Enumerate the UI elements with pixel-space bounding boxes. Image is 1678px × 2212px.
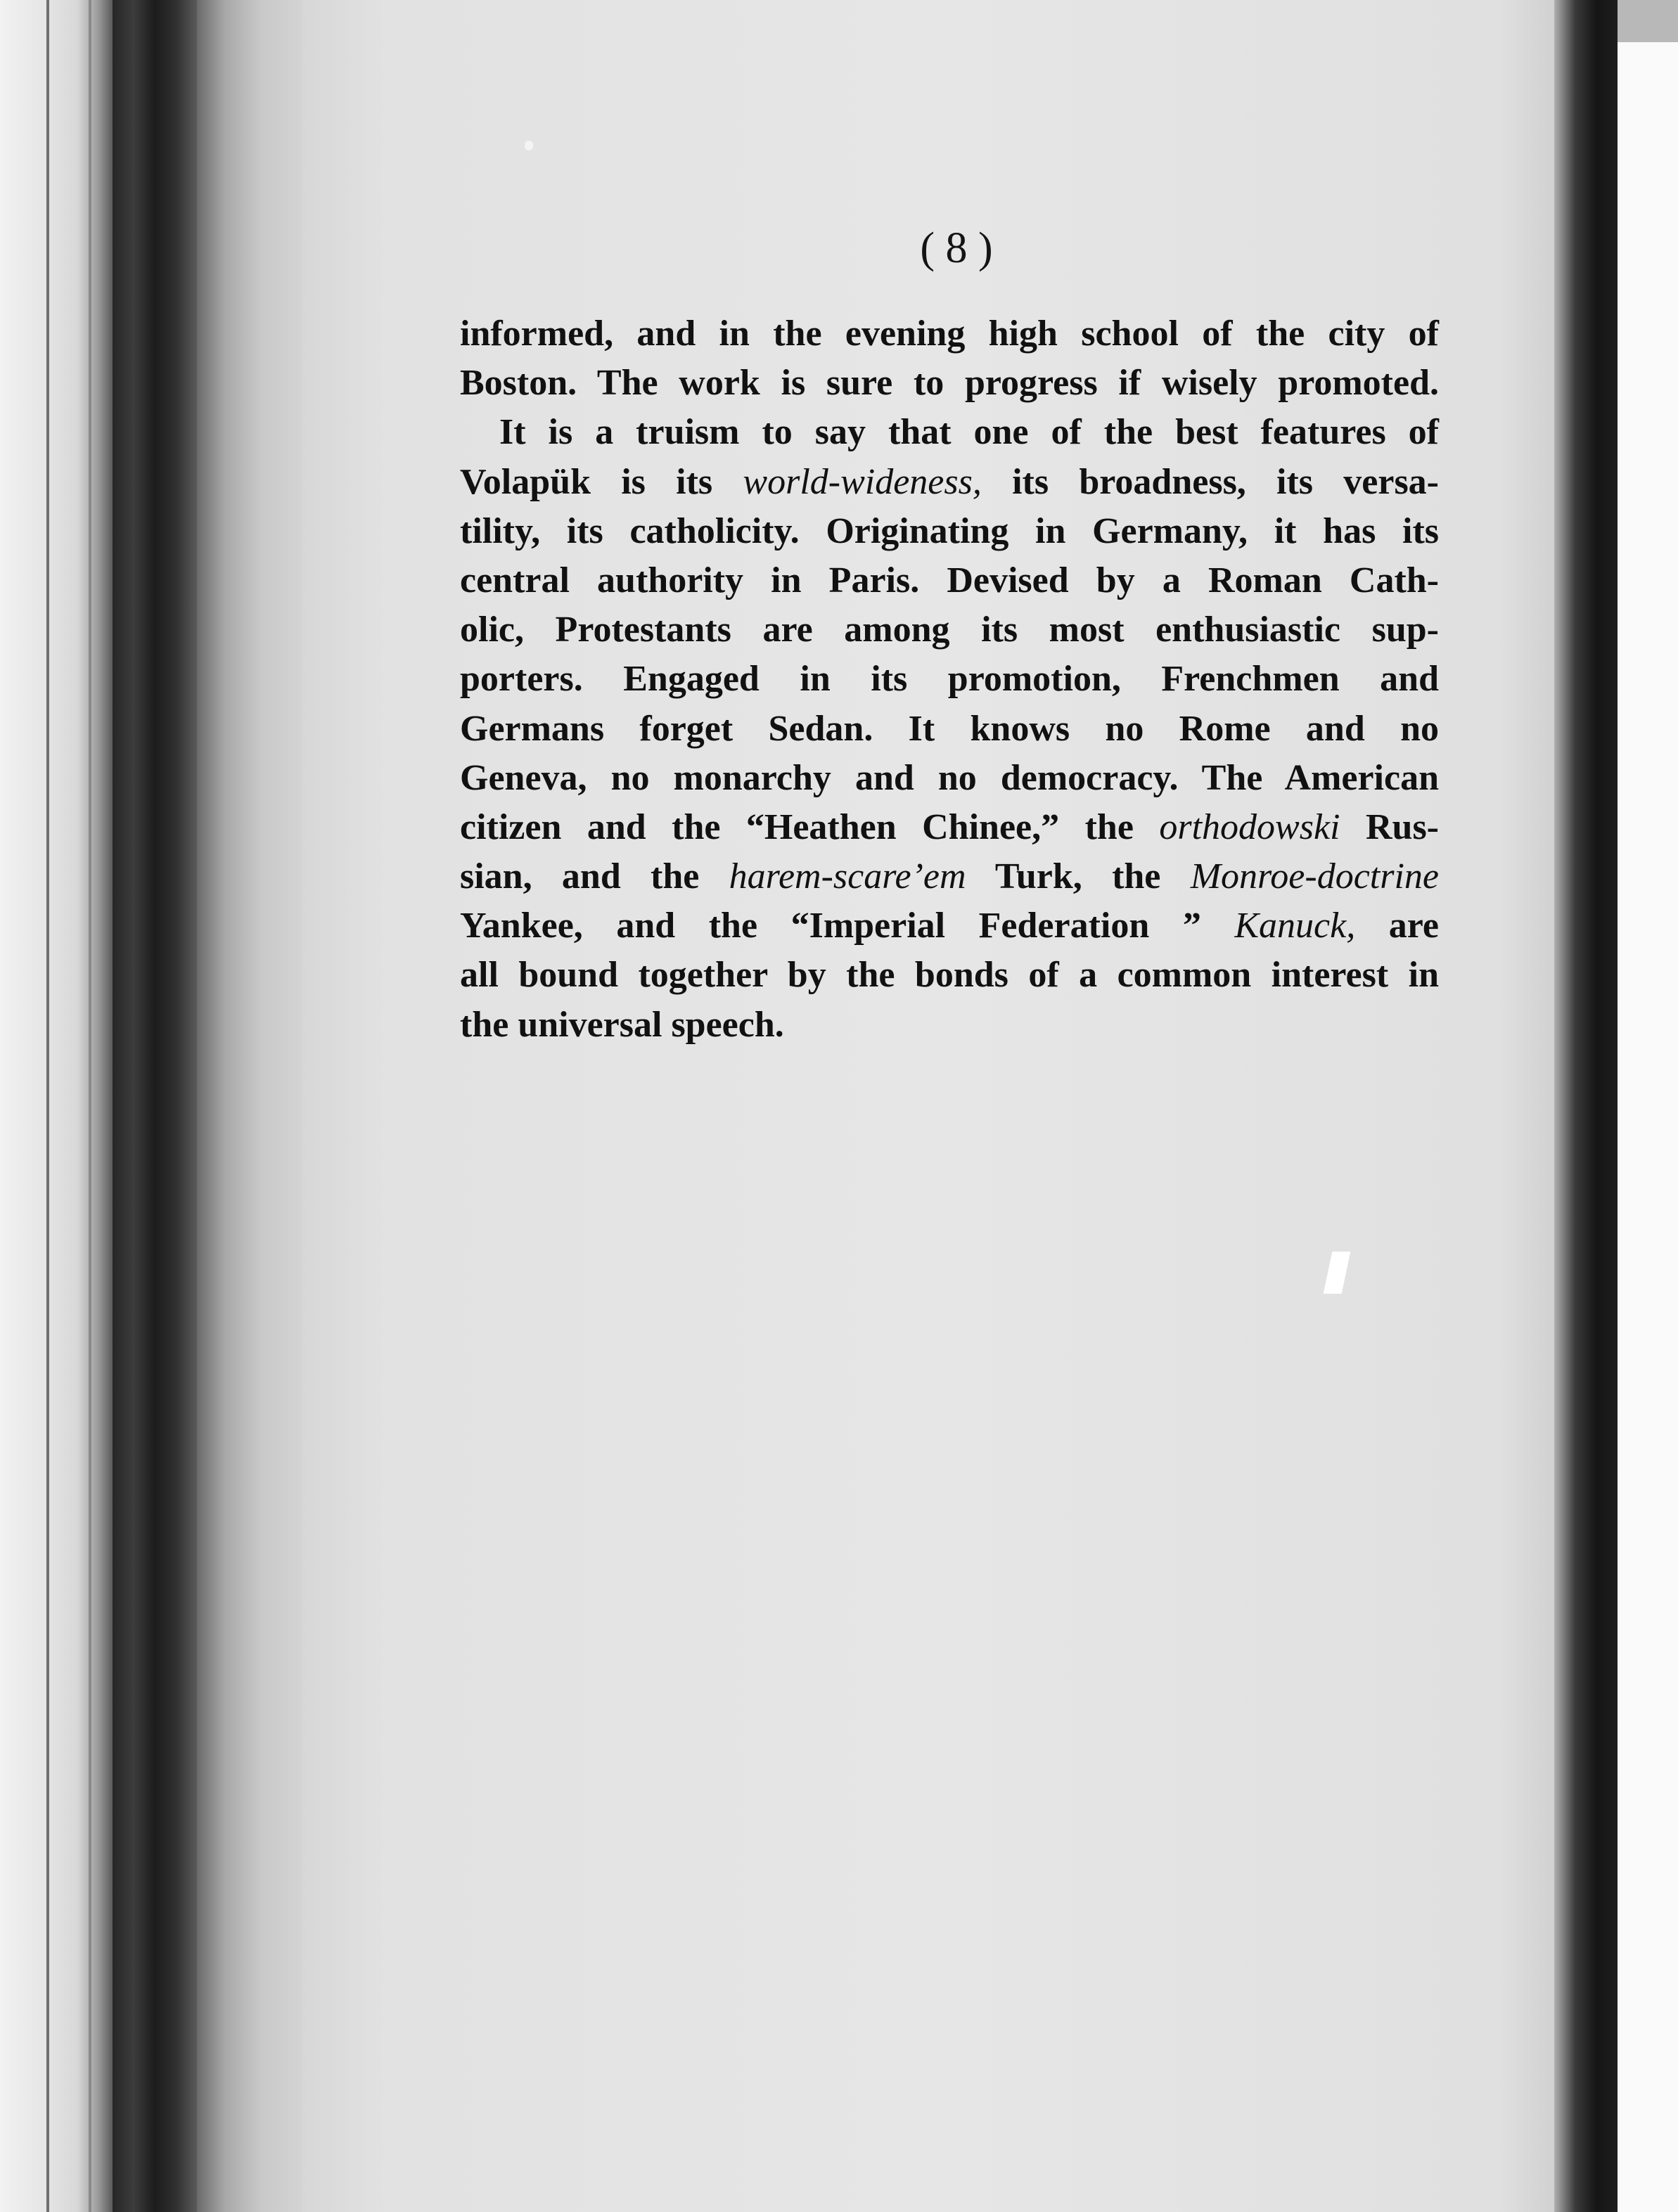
italic-phrase: Monroe-doctrine: [1190, 856, 1439, 897]
text-line: [460, 803, 1439, 852]
text-line: [460, 359, 1439, 408]
text-line: [460, 1001, 1439, 1050]
text-run: informed, and in the evening high school of the city of: [460, 314, 1439, 354]
text-run: tility, its catholicity. Originating in Germany, it has its: [460, 510, 1439, 551]
text-run: It is a truism to say that one of the best features of: [499, 412, 1439, 453]
text-run: Volapük is its: [460, 461, 743, 502]
text-line: [460, 754, 1439, 803]
page-number: ( 8 ): [920, 224, 993, 272]
text-line: [460, 309, 1439, 359]
text-line: [460, 507, 1439, 556]
text-line: [460, 605, 1439, 655]
page-edge-line: [46, 0, 49, 2212]
text-line: [460, 852, 1439, 901]
text-run: olic, Protestants are among its most enthusiastic sup-: [460, 610, 1439, 650]
body-text: [460, 309, 1439, 1050]
scan-speck: [525, 141, 533, 150]
text-run: Turk, the: [966, 856, 1191, 897]
text-line: [460, 951, 1439, 1000]
italic-phrase: world-wideness,: [743, 461, 982, 502]
left-book-edge: [0, 0, 116, 2212]
text-line: [460, 901, 1439, 951]
text-line: [460, 556, 1439, 605]
text-run: Boston. The work is sure to progress if wisely promoted.: [460, 363, 1439, 404]
text-run: Yankee, and the “Imperial Federation ”: [460, 906, 1235, 946]
text-run: sian, and the: [460, 856, 729, 897]
text-run: citizen and the “Heathen Chinee,” the: [460, 806, 1160, 847]
right-margin: [1618, 42, 1678, 2212]
text-run: its broadness, its versa-: [981, 461, 1439, 502]
italic-phrase: harem-scare’em: [729, 856, 966, 897]
text-run: Geneva, no monarchy and no democracy. The American: [460, 757, 1439, 798]
text-run: the universal speech.: [460, 1004, 784, 1045]
book-spine: [113, 0, 197, 2212]
text-run: porters. Engaged in its promotion, Frenchmen and: [460, 659, 1439, 700]
text-run: Rus-: [1340, 806, 1440, 847]
text-run: Germans forget Sedan. It knows no Rome and no: [460, 708, 1439, 749]
text-line: [460, 408, 1439, 457]
page-edge-line: [89, 0, 91, 2212]
text-line: [460, 705, 1439, 754]
text-run: central authority in Paris. Devised by a Roman Cath-: [460, 560, 1439, 600]
text-line: [460, 655, 1439, 704]
text-run: all bound together by the bonds of a common interest in: [460, 955, 1439, 996]
italic-phrase: Kanuck,: [1234, 906, 1356, 946]
right-page-edge: [1554, 0, 1618, 2212]
text-run: are: [1355, 906, 1439, 946]
italic-phrase: orthodowski: [1159, 806, 1340, 847]
text-line: [460, 458, 1439, 507]
spine-shadow: [197, 0, 302, 2212]
